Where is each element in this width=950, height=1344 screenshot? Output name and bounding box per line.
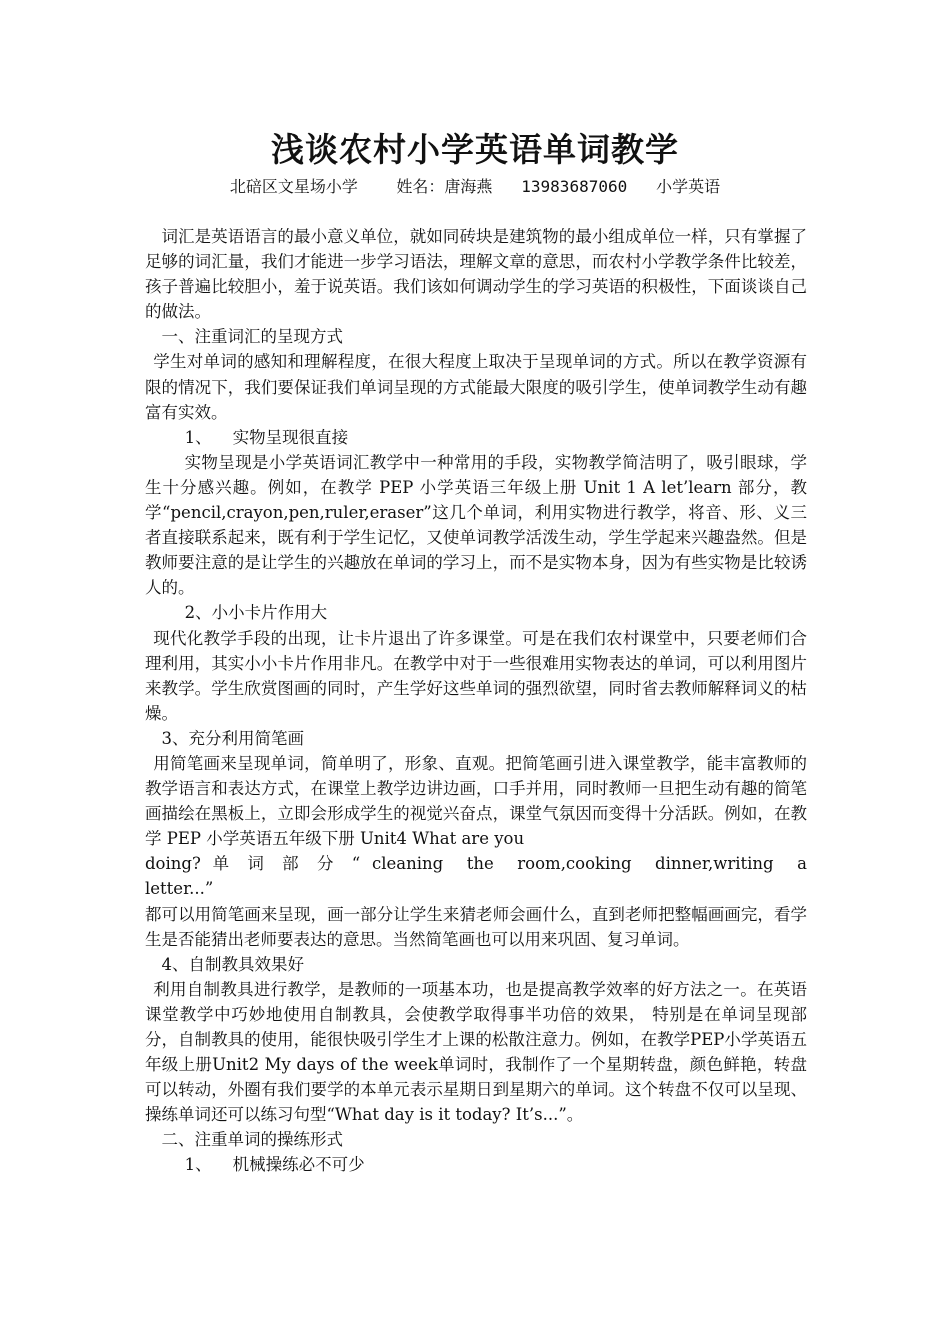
author-byline: 北碚区文星场小学 姓名：唐海燕 13983687060 小学英语 <box>229 177 721 196</box>
section-heading-2: 二、注重单词的操练形式 <box>161 1130 343 1150</box>
paragraph-drawing-end: letter...” <box>145 879 214 899</box>
subheading-1-4: 4、自制教具效果好 <box>161 954 304 974</box>
section-heading-1: 一、注重词汇的呈现方式 <box>161 327 343 347</box>
document-title: 浅谈农村小学英语单词教学 <box>271 130 679 169</box>
paragraph-drawing-cont: 都可以用简笔画来呈现，画一部分让学生来猜老师会画什么，直到老师把整幅画画完，看学生是否能猜出老师要表达的意思。当然简笔画也可以用来巩固、复习单词。 <box>145 904 807 949</box>
subheading-1-1: 1、 实物呈现很直接 <box>184 427 349 447</box>
subheading-1-2: 2、小小卡片作用大 <box>184 603 328 623</box>
paragraph-teaching-aids: 利用自制教具进行教学，是教师的一项基本功，也是提高教学效率的好方法之一。在英语课堂教学中巧妙地使用自制教具，会使教学取得事半功倍的效果， 特别是在单词呈现部分，自制教具的使用，能很快吸引学生才上课的松散注意力。例如，在教学PEP小学英语五年级上册Unit2 My days of the week单词时，我制作了一个星期转盘，颜色鲜艳，转盘可以转动，外圈有我们要学的本单元表示星期日到星期六的单词。这个转盘不仅可以呈现、操练单词还可以练习句型“What day is it today? It’s...”。 <box>145 979 807 1125</box>
paragraph-cards: 现代化教学手段的出现，让卡片退出了许多课堂。可是在我们农村课堂中，只要老师们合理利用，其实小小卡片作用非凡。在教学中对于一些很难用实物表达的单词，可以利用图片来教学。学生欣赏图画的同时，产生学好这些单词的强烈欲望，同时省去教师解释词义的枯燥。 <box>145 628 807 723</box>
document-body <box>145 224 807 1178</box>
subheading-2-1: 1、 机械操练必不可少 <box>184 1155 365 1175</box>
paragraph-intro: 词汇是英语语言的最小意义单位，就如同砖块是建筑物的最小组成单位一样，只有掌握了足够的词汇量，我们才能进一步学习语法，理解文章的意思，而农村小学教学条件比较差，孩子普遍比较胆小，羞于说英语。我们该如何调动学生的学习英语的积极性，下面谈谈自己的做法。 <box>145 227 807 322</box>
paragraph-drawing: 用简笔画来呈现单词，简单明了，形象、直观。把简笔画引进入课堂教学，能丰富教师的教学语言和表达方式，在课堂上教学边讲边画，口手并用，同时教师一旦把生动有趣的简笔画描绘在黑板上，立即会形成学生的视觉兴奋点，课堂气氛因而变得十分活跃。例如，在教学 PEP 小学英语五年级下册 Unit4 What are you <box>145 753 807 849</box>
subheading-1-3: 3、充分利用简笔画 <box>161 728 304 748</box>
paragraph-realia: 实物呈现是小学英语词汇教学中一种常用的手段，实物教学简洁明了，吸引眼球，学生十分感兴趣。例如，在教学 PEP 小学英语三年级上册 Unit 1 A let’learn 部分，教学“pencil,crayon,pen,ruler,eraser”这几个单词，利用实物进行教学，将音、形、义三者直接联系起来，既有利于学生记忆，又使单词教学活泼生动，学生学起来兴趣盎然。但是教师要注意的是让学生的兴趣放在单词的学习上，而不是实物本身，因为有些实物是比较诱人的。 <box>145 452 807 598</box>
paragraph-presentation: 学生对单词的感知和理解程度，在很大程度上取决于呈现单词的方式。所以在教学资源有限的情况下，我们要保证我们单词呈现的方式能最大限度的吸引学生，使单词教学生动有趣富有实效。 <box>145 352 807 422</box>
paragraph-drawing-line: doing? 单 词 部 分 “ cleaning the room,cooking dinner,writing a <box>145 854 807 874</box>
